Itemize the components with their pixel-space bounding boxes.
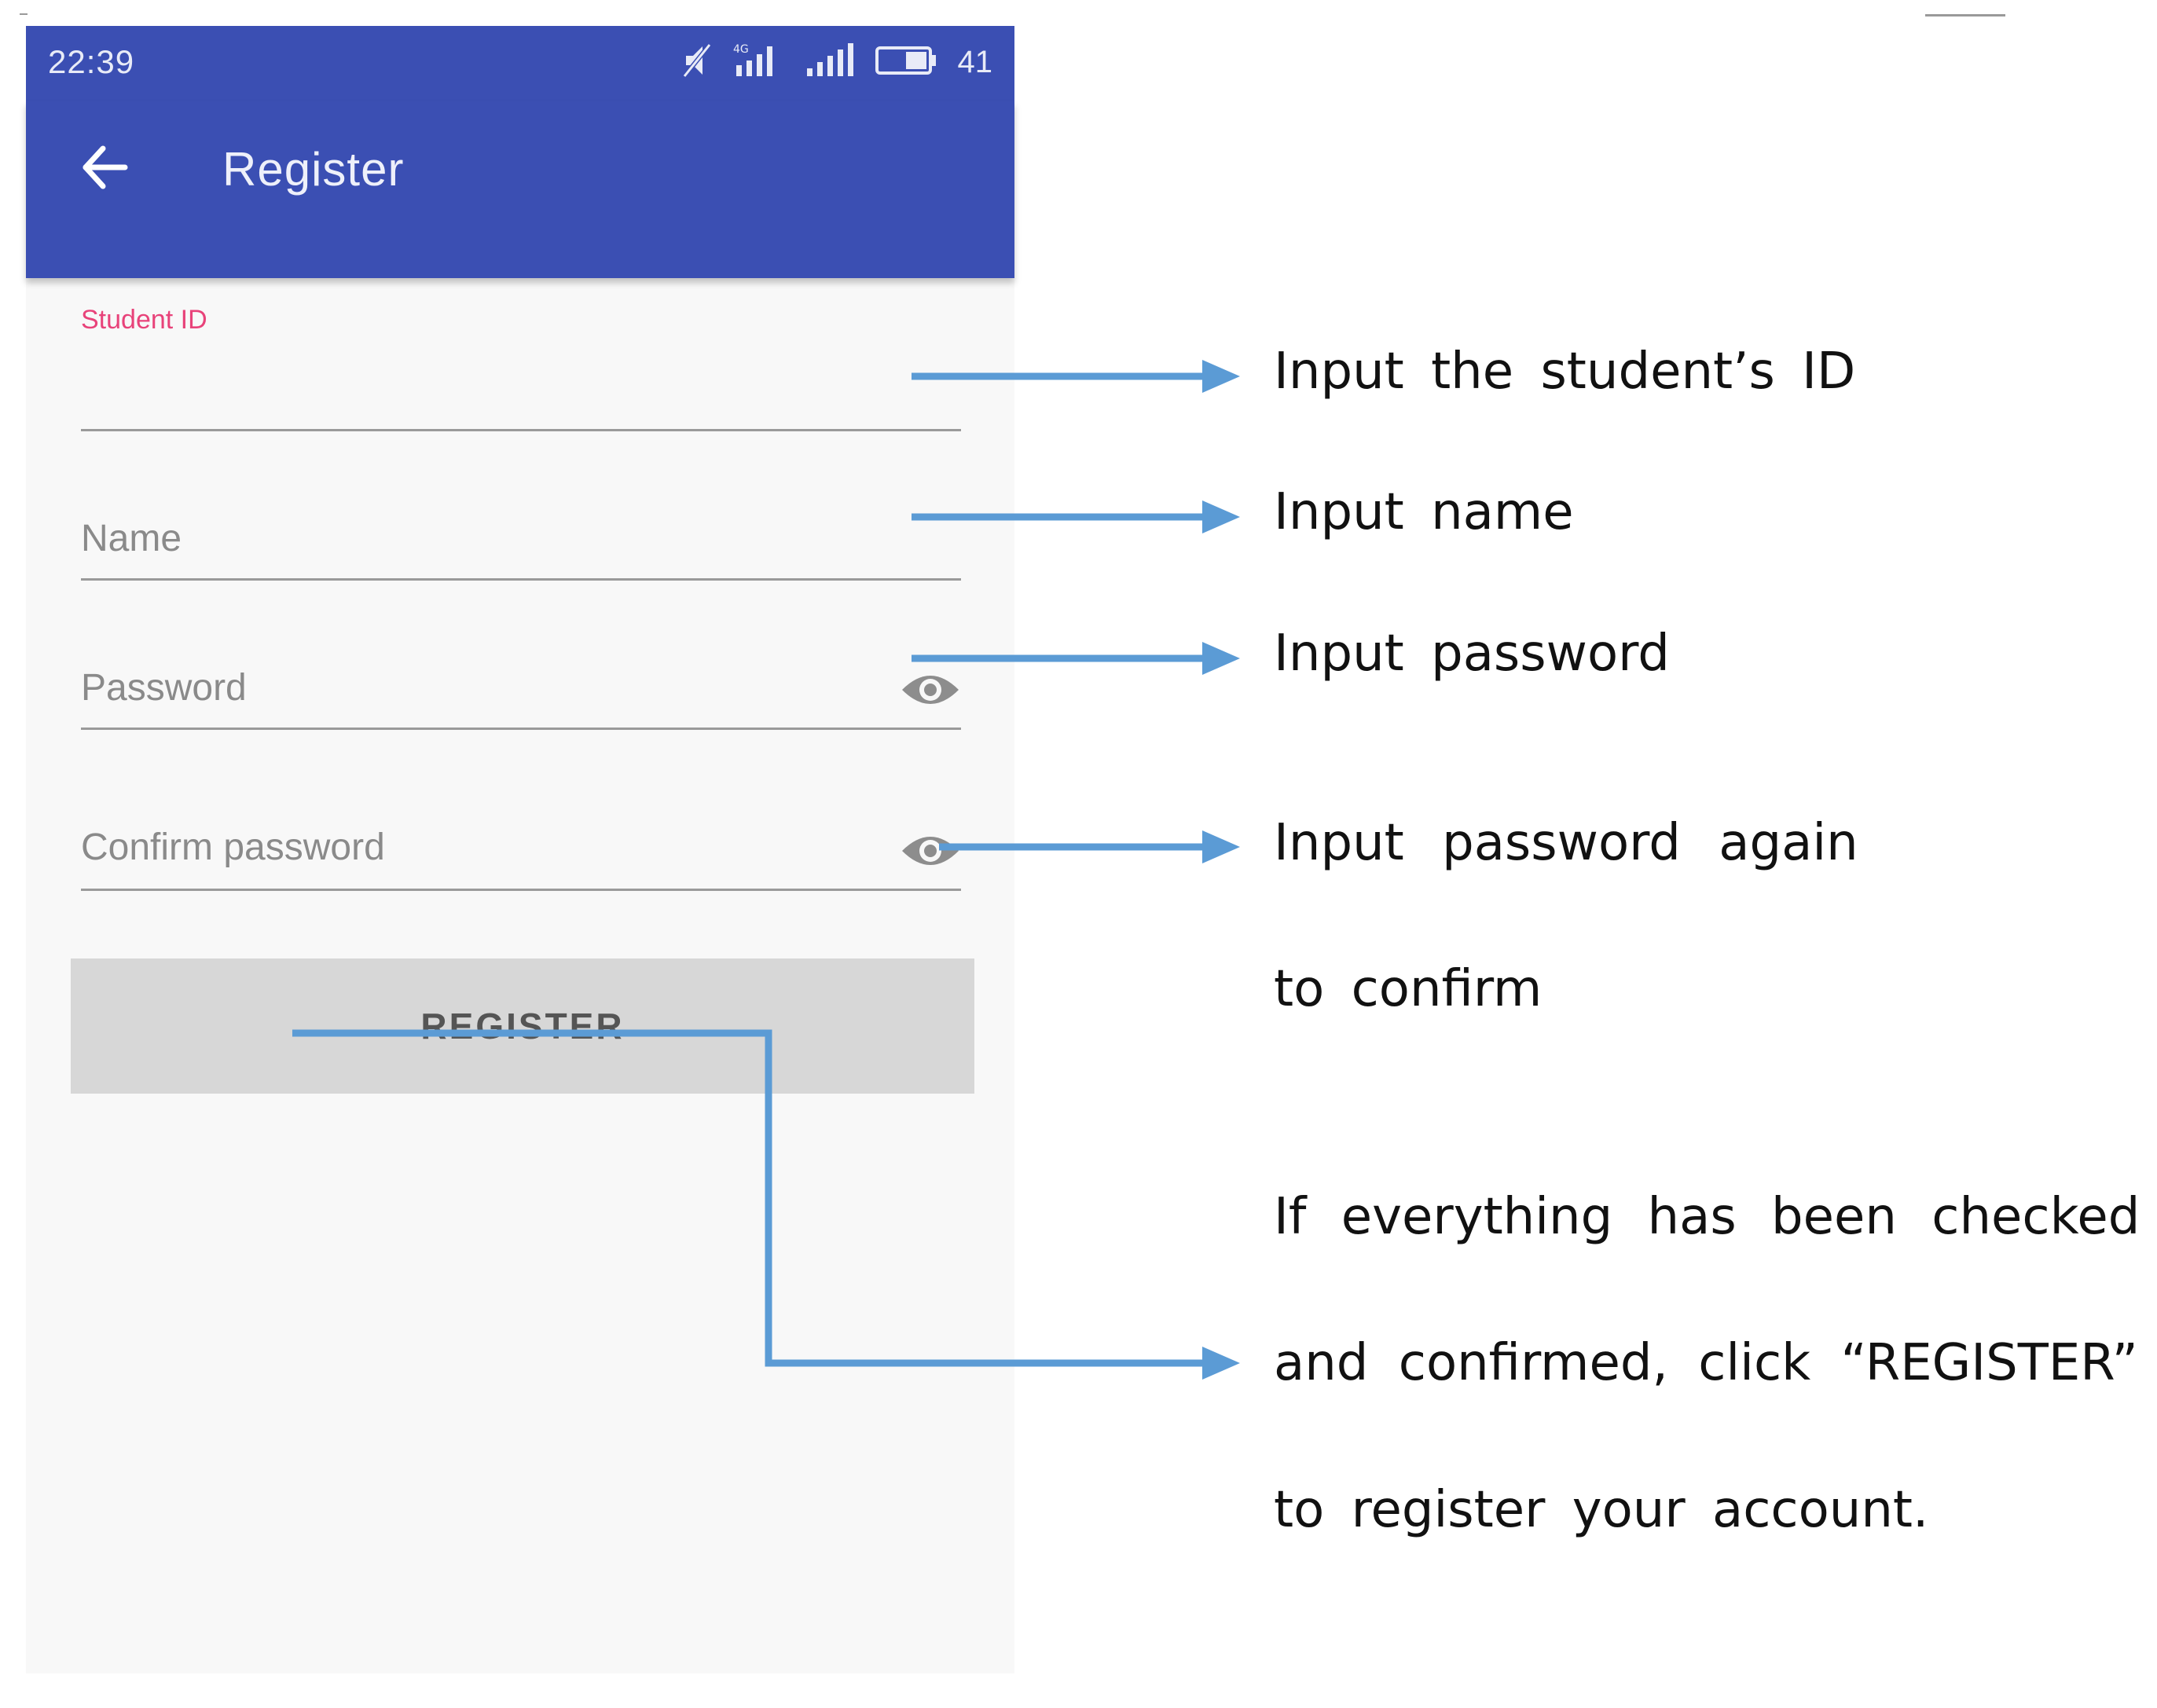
scan-mark — [20, 13, 28, 15]
name-underline — [81, 578, 961, 581]
note-password: Input password — [1274, 625, 1670, 683]
name-placeholder: Name — [81, 518, 182, 559]
note-student-id: Input the student’s ID — [1274, 343, 1856, 401]
svg-text:4G: 4G — [732, 42, 749, 56]
student-id-label: Student ID — [81, 305, 207, 335]
note-register-line3: to register your account. — [1274, 1481, 1929, 1539]
name-field — [81, 509, 961, 603]
confirm-password-underline — [81, 889, 961, 891]
battery-level: 41 — [957, 44, 992, 79]
password-visibility-eye-icon[interactable] — [900, 666, 961, 713]
register-button[interactable]: REGISTER — [71, 958, 974, 1094]
app-bar — [26, 101, 1014, 278]
note-name: Input name — [1274, 483, 1574, 541]
name-input[interactable] — [81, 515, 898, 563]
mute-icon — [681, 42, 713, 83]
confirm-password-visibility-eye-icon[interactable] — [900, 827, 961, 874]
password-underline — [81, 728, 961, 730]
student-id-field — [81, 305, 961, 454]
note-confirm-line1: Input password again — [1274, 814, 1858, 872]
student-id-input[interactable] — [81, 374, 898, 421]
arrow-left-icon — [79, 142, 130, 192]
note-register-line2: and confirmed, click “REGISTER” — [1274, 1334, 2138, 1392]
status-bar — [26, 26, 1014, 101]
signal-4g-icon — [733, 42, 785, 83]
confirm-password-input[interactable] — [81, 824, 898, 871]
status-time: 22:39 — [48, 43, 135, 80]
password-input[interactable] — [81, 665, 898, 712]
signal-icon — [805, 42, 854, 83]
status-icons — [681, 38, 993, 86]
password-field — [81, 658, 961, 753]
page-title: Register — [222, 143, 405, 196]
battery-icon — [875, 42, 937, 83]
confirm-password-field — [81, 818, 961, 912]
confirm-password-placeholder: Confirm password — [81, 827, 385, 868]
corner-dash — [1925, 14, 2005, 16]
password-placeholder: Password — [81, 667, 247, 709]
phone-screen — [26, 26, 1014, 1673]
note-confirm-line2: to confirm — [1274, 960, 1543, 1018]
back-button[interactable] — [73, 136, 136, 199]
student-id-underline — [81, 429, 961, 431]
note-register-line1: If everything has been checked — [1274, 1188, 2140, 1246]
